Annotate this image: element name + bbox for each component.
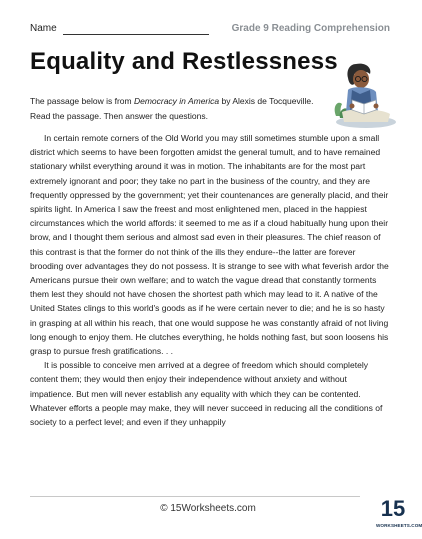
- logo-wordmark: WORKSHEETS.COM: [376, 523, 422, 528]
- name-label: Name: [30, 23, 57, 34]
- person-reading-book-icon: [330, 60, 398, 130]
- grade-label: Grade 9 Reading Comprehension: [231, 23, 390, 34]
- name-line[interactable]: [63, 34, 209, 35]
- instructions: [30, 94, 330, 124]
- passage-paragraph: In certain remote corners of the Old World you may still sometimes stumble upon a small district which seems to have been forgotten amidst the general tumult, and to have remained stationary whilst everything around it was in motion. The inhabitants are for the most part extremely ignorant and poor; they take no part in the business of the country, and they are frequently oppressed by the government; yet their countenances are generally placid, and their spirits light. In America I saw the freest and most enlightened men, placed in the happiest circumstances which the world affords: it seemed to me as if a cloud habitually hung upon their brow, and I thought them serious and almost sad even in their pleasures. The chief reason of this contrast is that the former do not think of the ills they endure--the latter are forever brooding over advantages they do not possess. It is strange to see with what feverish ardor the Americans pursue their own welfare; and to watch the vague dread that constantly torments them lest they should not have chosen the shortest path which may lead to it. A native of the United States clings to this world's goods as if he were certain never to die; and he is so hasty in grasping at all within his reach, that one would suppose he was constantly afraid of not living long enough to enjoy them. He clutches everything, he holds nothing fast, but soon loosens his grasp to pursue fresh gratifications. . .: [30, 133, 389, 357]
- footer-divider: [30, 496, 360, 497]
- book-title: Democracy in America: [133, 96, 220, 106]
- instructions-text-end: by Alexis de Tocqueville. Read the passage. Then answer the questions.: [30, 96, 314, 121]
- instructions-text-start: The passage below is from: [30, 96, 134, 106]
- copyright: © 15Worksheets.com: [160, 503, 256, 514]
- page-title: Equality and Restlessness: [30, 48, 338, 75]
- passage-paragraph: It is possible to conceive men arrived at a degree of freedom which should completely content them; they would then enjoy their independence without anxiety and without impatience. But men will never establish any equality with which they can be contented. Whatever efforts a people may make, they will never succeed in reducing all the conditions of society to a perfect level; and even if they unhappily: [30, 360, 383, 428]
- worksheet-header: [30, 22, 390, 42]
- site-logo[interactable]: [376, 496, 422, 534]
- logo-number: 15: [380, 496, 406, 521]
- passage: [30, 131, 390, 487]
